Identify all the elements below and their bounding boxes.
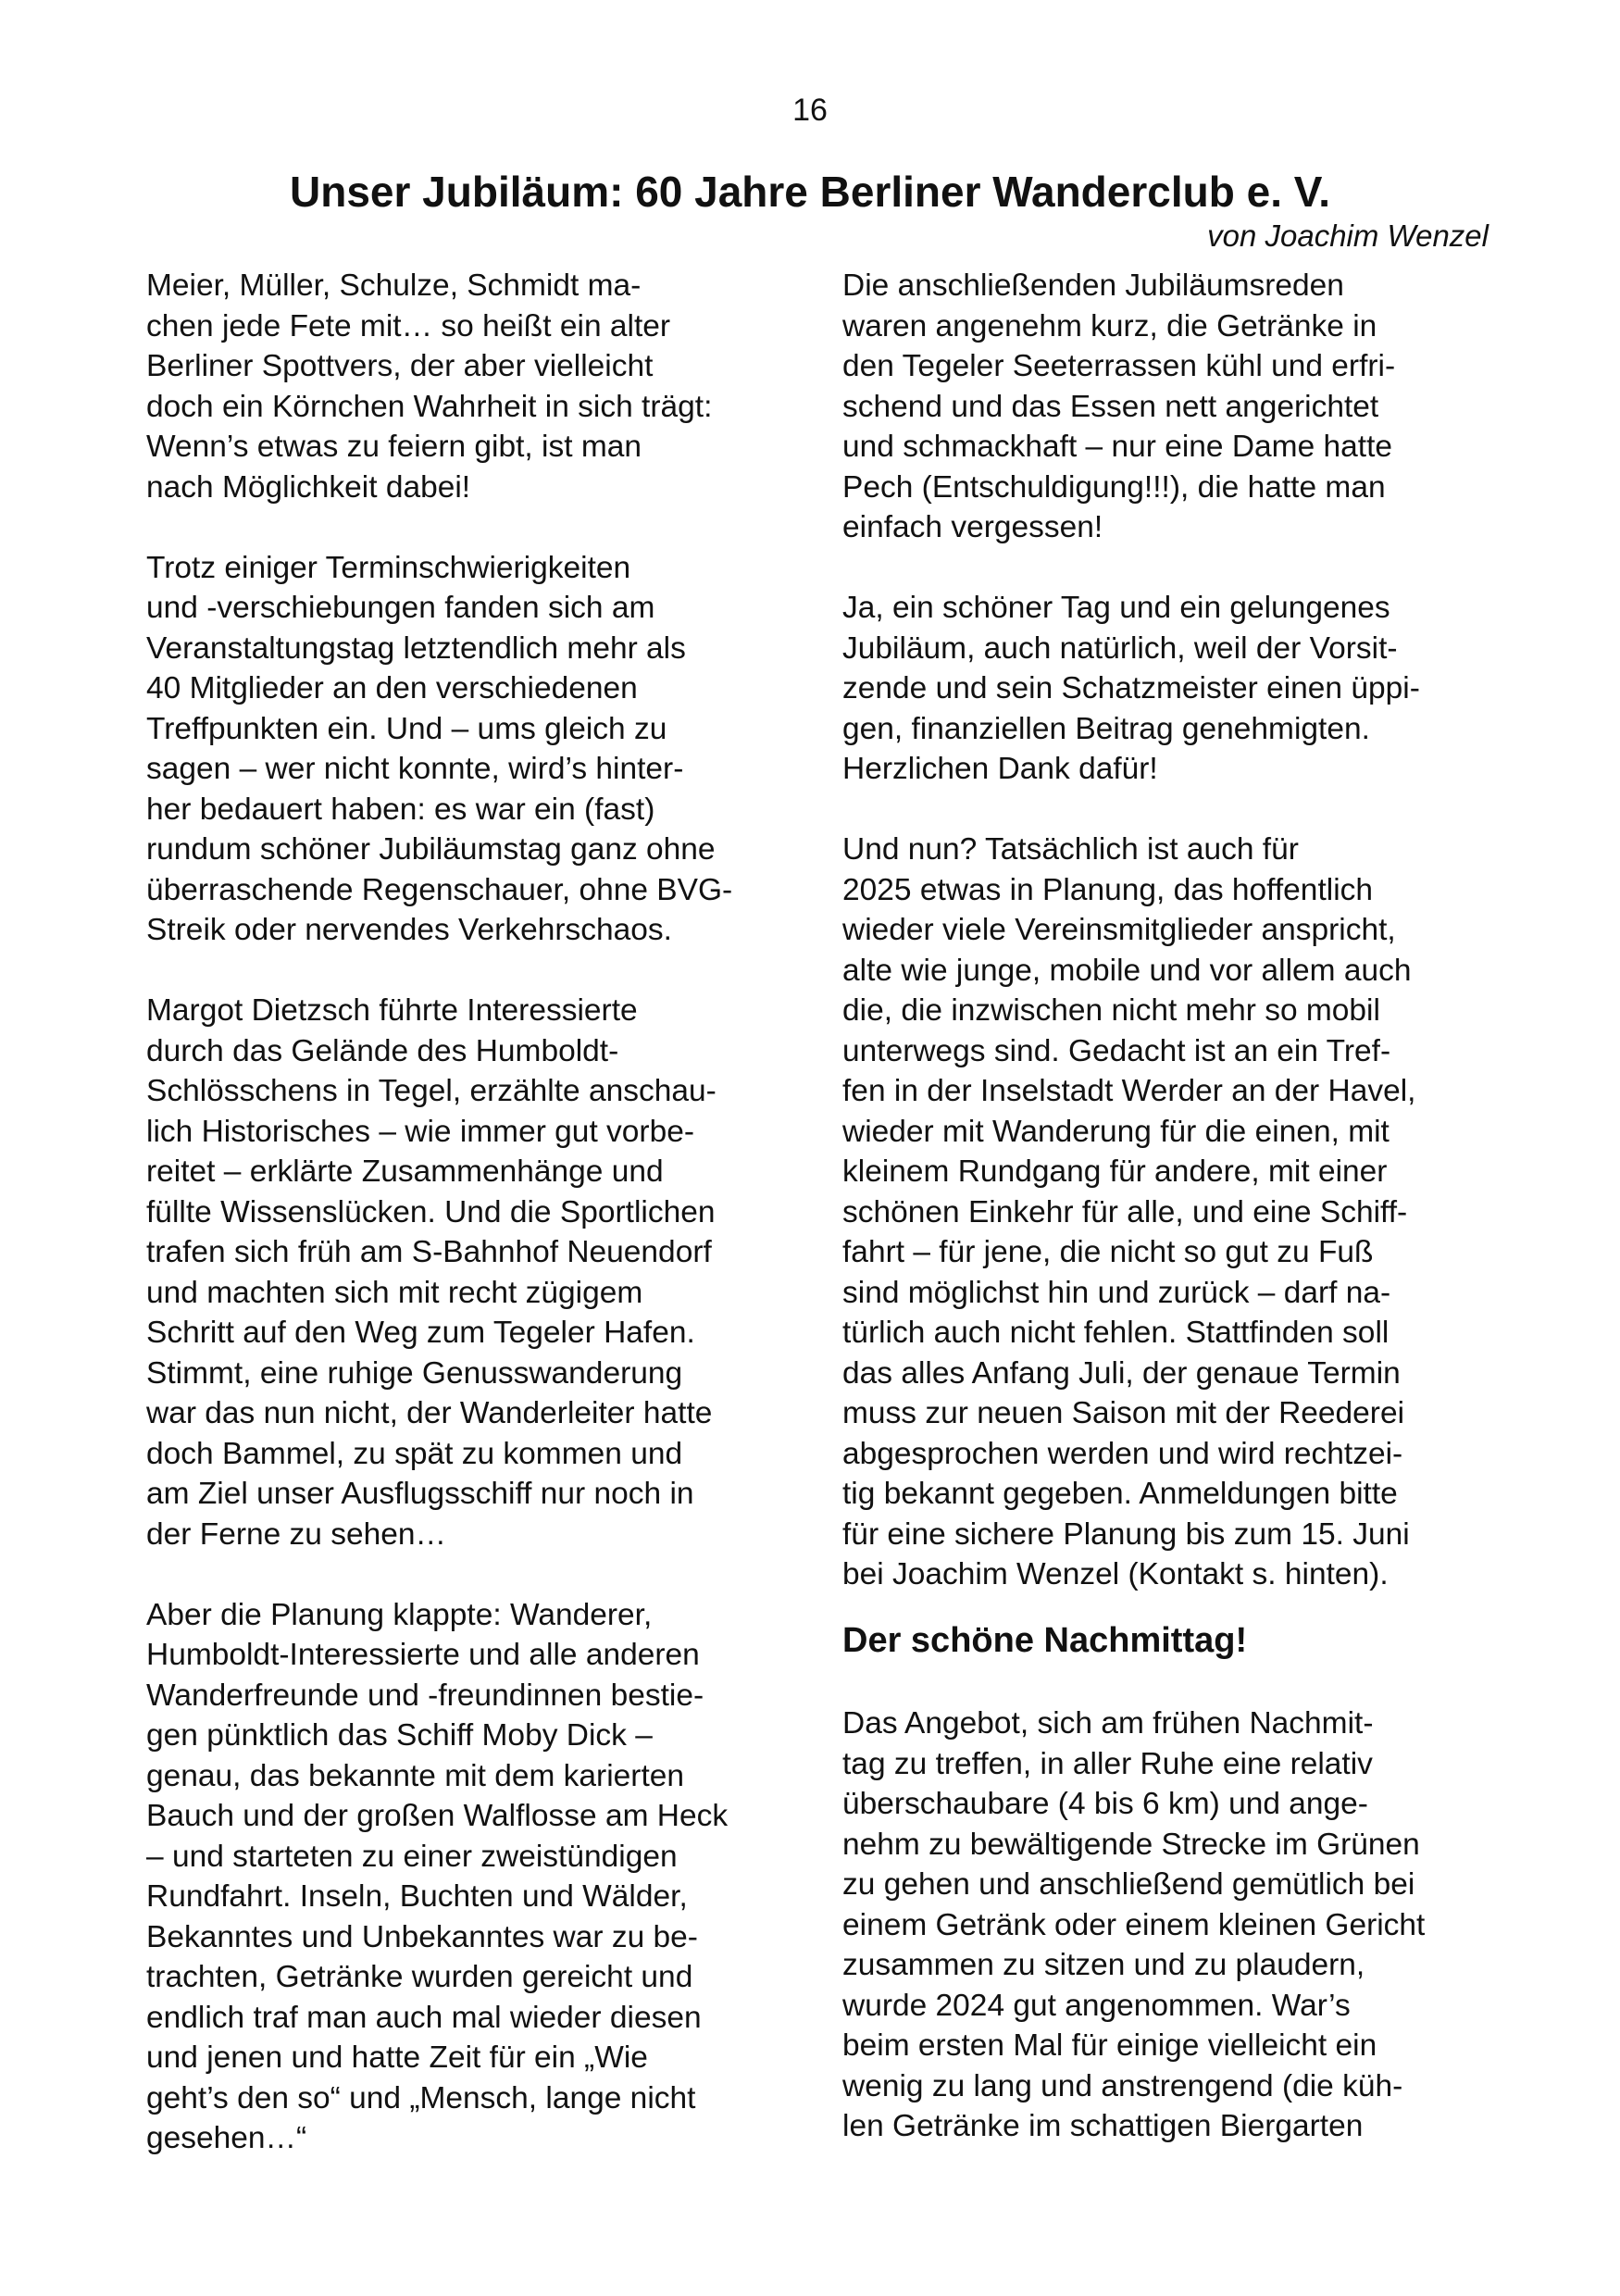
text-line: wenig zu lang und anstrengend (die küh- — [842, 2068, 1403, 2103]
text-line: doch Bammel, zu spät zu kommen und — [146, 1436, 683, 1471]
text-line: Bauch und der großen Walflosse am Heck — [146, 1799, 729, 1833]
text-line: Wanderfreunde und -freundinnen bestie- — [146, 1678, 704, 1713]
article-title: Unser Jubiläum: 60 Jahre Berliner Wanderclub e. V. — [290, 168, 1330, 216]
text-line: wieder viele Vereinsmitglieder anspricht, — [842, 913, 1396, 947]
text-line: Aber die Planung klappte: Wanderer, — [146, 1597, 653, 1632]
section-subheading: Der schöne Nachmittag! — [842, 1621, 1248, 1660]
subsection-paragraphs — [842, 1703, 1509, 2147]
text-line: muss zur neuen Saison mit der Reederei — [842, 1396, 1405, 1430]
text-line: einem Getränk oder einem kleinen Gericht — [842, 1907, 1426, 1942]
text-line: Streik oder nervendes Verkehrschaos. — [146, 913, 672, 947]
text-line: her bedauert haben: es war ein (fast) — [146, 792, 655, 827]
page-number: 16 — [792, 93, 828, 128]
text-line: tag zu treffen, in aller Ruhe eine relativ — [842, 1746, 1373, 1781]
text-line: am Ziel unser Ausflugsschiff nur noch in — [146, 1477, 694, 1511]
text-line: trafen sich früh am S-Bahnhof Neuendorf — [146, 1235, 712, 1269]
text-line: – und starteten zu einer zweistündigen — [146, 1839, 678, 1874]
text-line: Trotz einiger Terminschwierigkeiten — [146, 550, 631, 585]
text-line: war das nun nicht, der Wanderleiter hatte — [146, 1396, 713, 1430]
text-line: Rundfahrt. Inseln, Buchten und Wälder, — [146, 1879, 688, 1914]
text-line: alte wie junge, mobile und vor allem auch — [842, 953, 1412, 988]
text-line: Stimmt, eine ruhige Genusswanderung — [146, 1355, 683, 1391]
text-line: und schmackhaft – nur eine Dame hatte — [842, 430, 1393, 464]
text-line: türlich auch nicht fehlen. Stattfinden soll — [842, 1316, 1389, 1350]
text-line: Jubiläum, auch natürlich, weil der Vorsit- — [842, 630, 1398, 666]
text-line: Meier, Müller, Schulze, Schmidt ma- — [146, 268, 642, 303]
text-line: Treffpunkten ein. Und – ums gleich zu — [146, 711, 667, 746]
text-line: abgesprochen werden und wird rechtzei- — [842, 1436, 1403, 1471]
author-byline: von Joachim Wenzel — [1207, 218, 1489, 253]
text-line: überschaubare (4 bis 6 km) und ange- — [842, 1787, 1368, 1821]
text-line: chen jede Fete mit… so heißt ein alter — [146, 308, 671, 343]
text-line: gen, finanziellen Beitrag genehmigten. — [842, 711, 1370, 746]
text-line: gen pünktlich das Schiff Moby Dick – — [146, 1718, 653, 1753]
text-line: wieder mit Wanderung für die einen, mit — [842, 1114, 1389, 1149]
text-line: Berliner Spottvers, der aber vielleicht — [146, 349, 654, 383]
text-line: endlich traf man auch mal wieder diesen — [146, 2000, 702, 2035]
text-line: schend und das Essen nett angerichtet — [842, 389, 1379, 424]
text-line: tig bekannt gegeben. Anmeldungen bitte — [842, 1477, 1398, 1511]
text-line: gesehen…“ — [146, 2121, 307, 2155]
text-line: Schlösschens in Tegel, erzählte anschau- — [146, 1074, 717, 1108]
text-line: Die anschließenden Jubiläumsreden — [842, 268, 1344, 303]
text-line: und jenen und hatte Zeit für ein „Wie — [146, 2040, 648, 2075]
text-line: und machten sich mit recht zügigem — [146, 1275, 643, 1310]
paragraph — [842, 830, 1509, 1595]
paragraph — [146, 266, 813, 507]
text-line: trachten, Getränke wurden gereicht und — [146, 1960, 693, 1994]
text-line: Humboldt-Interessierte und alle anderen — [146, 1638, 700, 1672]
text-line: nach Möglichkeit dabei! — [146, 469, 471, 505]
text-line: schönen Einkehr für alle, und eine Schiff- — [842, 1194, 1408, 1229]
text-line: Wenn’s etwas zu feiern gibt, ist man — [146, 430, 642, 464]
text-line: sagen – wer nicht konnte, wird’s hinter- — [146, 752, 684, 786]
right-column — [842, 266, 1509, 2187]
text-line: 2025 etwas in Planung, das hoffentlich — [842, 872, 1374, 907]
text-line: die, die inzwischen nicht mehr so mobil — [842, 993, 1380, 1028]
text-line: Bekanntes und Unbekanntes war zu be- — [146, 1919, 698, 1954]
paragraph — [146, 1595, 813, 2159]
text-line: Herzlichen Dank dafür! — [842, 752, 1158, 786]
text-line: das alles Anfang Juli, der genaue Termin — [842, 1355, 1401, 1391]
text-line: nehm zu bewältigende Strecke im Grünen — [842, 1827, 1420, 1862]
text-line: füllte Wissenslücken. Und die Sportlichen — [146, 1194, 716, 1229]
left-column — [146, 266, 813, 2199]
text-line: Veranstaltungstag letztendlich mehr als — [146, 630, 686, 666]
text-line: zu gehen und anschließend gemütlich bei — [842, 1867, 1415, 1902]
text-line: waren angenehm kurz, die Getränke in — [842, 308, 1377, 343]
text-line: unterwegs sind. Gedacht ist an ein Tref- — [842, 1033, 1391, 1068]
text-line: überraschende Regenschauer, ohne BVG- — [146, 872, 733, 907]
right-paragraphs — [842, 266, 1509, 1595]
text-line: zusammen zu sitzen und zu plaudern, — [842, 1948, 1365, 1982]
text-line: den Tegeler Seeterrassen kühl und erfri- — [842, 349, 1396, 383]
text-line: Margot Dietzsch führte Interessierte — [146, 993, 638, 1028]
text-line: bei Joachim Wenzel (Kontakt s. hinten). — [842, 1557, 1389, 1591]
text-line: Das Angebot, sich am frühen Nachmit- — [842, 1706, 1374, 1741]
text-line: und -verschiebungen fanden sich am — [146, 591, 655, 625]
text-line: beim ersten Mal für einige vielleicht ein — [842, 2028, 1377, 2063]
text-line: doch ein Körnchen Wahrheit in sich trägt: — [146, 389, 713, 424]
text-line: kleinem Rundgang für andere, mit einer — [842, 1154, 1388, 1189]
text-line: Ja, ein schöner Tag und ein gelungenes — [842, 591, 1390, 625]
text-line: fen in der Inselstadt Werder an der Havel, — [842, 1074, 1416, 1108]
text-line: fahrt – für jene, die nicht so gut zu Fuß — [842, 1235, 1374, 1269]
text-line: geht’s den so“ und „Mensch, lange nicht — [146, 2080, 696, 2115]
text-line: der Ferne zu sehen… — [146, 1516, 447, 1552]
paragraph — [842, 588, 1509, 790]
paragraph — [842, 266, 1509, 548]
text-line: Schritt auf den Weg zum Tegeler Hafen. — [146, 1316, 695, 1350]
text-line: Und nun? Tatsächlich ist auch für — [842, 832, 1299, 867]
text-line: einfach vergessen! — [842, 510, 1103, 544]
text-line: sind möglichst hin und zurück – darf na- — [842, 1275, 1391, 1310]
text-line: reitet – erklärte Zusammenhänge und — [146, 1154, 664, 1189]
text-line: wurde 2024 gut angenommen. War’s — [842, 1988, 1351, 2023]
text-line: zende und sein Schatzmeister einen üppi- — [842, 671, 1420, 705]
paragraph — [842, 1703, 1509, 2147]
paragraph — [146, 991, 813, 1554]
text-line: für eine sichere Planung bis zum 15. Juni — [842, 1516, 1410, 1552]
text-line: lich Historisches – wie immer gut vorbe- — [146, 1114, 695, 1149]
text-line: genau, das bekannte mit dem karierten — [146, 1758, 685, 1793]
text-line: len Getränke im schattigen Biergarten — [842, 2109, 1364, 2143]
text-line: 40 Mitglieder an den verschiedenen — [146, 671, 638, 705]
text-line: rundum schöner Jubiläumstag ganz ohne — [146, 832, 716, 867]
text-line: Pech (Entschuldigung!!!), die hatte man — [842, 469, 1386, 505]
paragraph — [146, 548, 813, 951]
text-line: durch das Gelände des Humboldt- — [146, 1033, 619, 1068]
